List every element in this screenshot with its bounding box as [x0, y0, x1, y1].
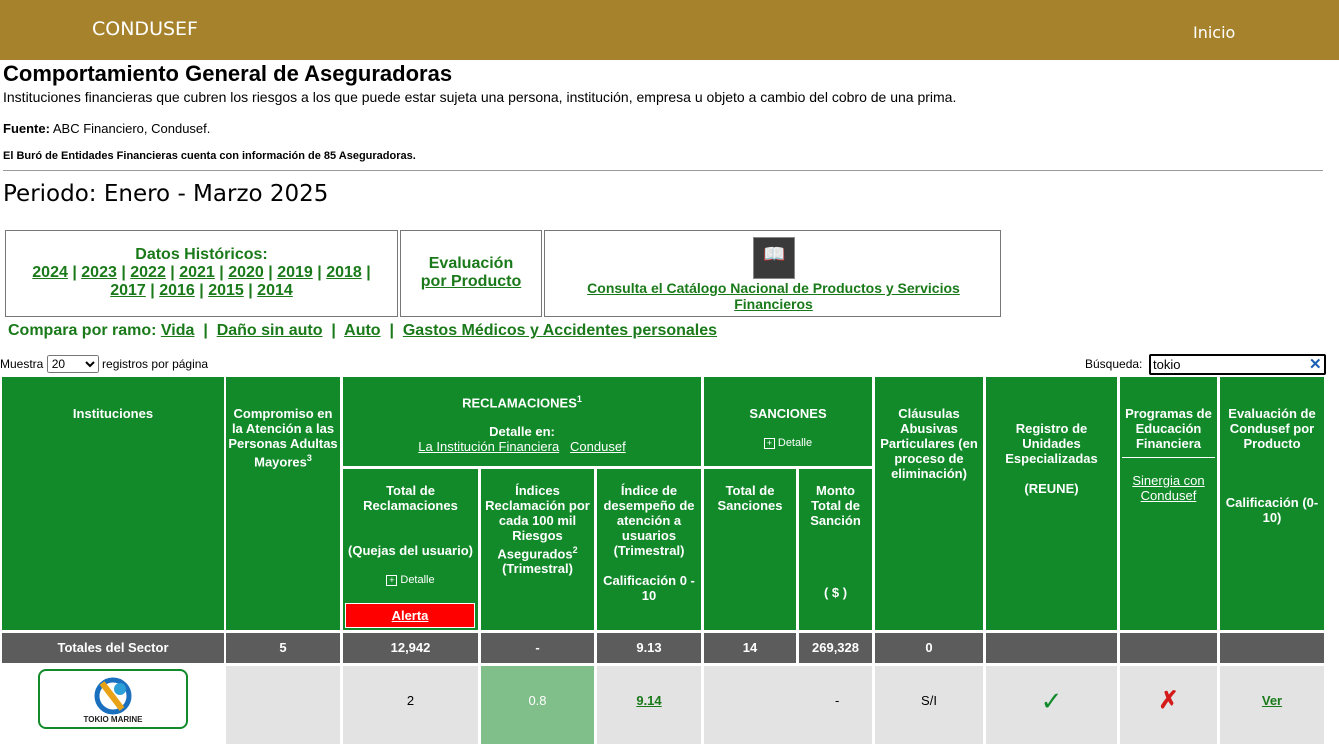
th-reune: (REUNE) [1024, 481, 1079, 496]
check-icon: ✓ [986, 666, 1117, 744]
link-condusef[interactable]: Condusef [570, 439, 626, 455]
th-calif-010: Calificación 0 - 10 [603, 573, 695, 603]
tokio-marine-logo[interactable] [38, 669, 188, 729]
th-evaluacion [1220, 377, 1324, 630]
totales-monto: 269,328 [799, 633, 872, 663]
th-instituciones: Instituciones [2, 377, 224, 630]
periodo-title: Periodo: Enero - Marzo 2025 [3, 181, 329, 207]
tokio-marine-emblem-icon [40, 671, 186, 715]
logo-text: TOKIO MARINE [83, 715, 143, 724]
th-desempeno [597, 469, 701, 630]
th-indices-trimestral: (Trimestral) [502, 561, 573, 577]
page-subtitle: Instituciones financieras que cubren los riesgos a los que puede estar sujeta una persona, institución, empresa u objeto a cambio del cobro de una prima. [3, 89, 957, 105]
totales-indices: - [481, 633, 594, 663]
evaluacion-box [400, 230, 542, 317]
th-programas-text: Programas de Educación Financiera [1125, 406, 1212, 451]
th-evaluacion-text: Evaluación de Condusef por Producto [1228, 406, 1316, 451]
page-size-control [0, 355, 208, 373]
clear-search-icon[interactable]: ✕ [1309, 356, 1322, 373]
fuente-line [3, 121, 210, 136]
th-compromiso [226, 377, 340, 630]
compara-ramo: Compara por ramo: Vida | Daño sin auto | Auto | Gastos Médicos y Accidentes personales [8, 322, 718, 339]
th-indices [481, 469, 594, 630]
registros-label: registros por página [102, 357, 209, 371]
year-link[interactable]: 2019 [277, 264, 313, 281]
th-reclamaciones-title: RECLAMACIONES [462, 395, 577, 411]
th-calificacion: Calificación (0-10) [1225, 495, 1319, 525]
historicos-label: Datos Históricos: [135, 246, 268, 263]
fuente-value: ABC Financiero, Condusef. [49, 121, 211, 136]
brand-logo[interactable]: CONDUSEF [92, 18, 198, 40]
top-bar [0, 0, 1339, 60]
year-link[interactable]: 2023 [81, 264, 117, 281]
catalogo-link[interactable]: Consulta el Catálogo Nacional de Productos y Servicios Financieros [587, 280, 960, 312]
totales-programas [1120, 633, 1217, 663]
th-pesos: ( $ ) [823, 585, 848, 600]
th-quejas: (Quejas del usuario) [348, 543, 473, 558]
buro-text: El Buró de Entidades Financieras cuenta con información de 85 Aseguradoras. [3, 150, 416, 162]
detalle-label: Detalle [400, 574, 435, 586]
row-sanciones-monto [704, 666, 872, 744]
th-monto-text: Monto Total de Sanción [810, 483, 861, 528]
reclamaciones-detalle-toggle[interactable] [343, 573, 478, 588]
totales-label: Totales del Sector [2, 633, 224, 663]
th-indices-sup: 2 [572, 545, 578, 555]
totales-registro [986, 633, 1117, 663]
detalle-label: Detalle [777, 437, 813, 449]
th-reclamaciones [343, 377, 701, 466]
evaluacion-link[interactable]: por Producto [420, 273, 522, 290]
year-link[interactable]: 2016 [159, 282, 195, 299]
link-sinergia[interactable]: Sinergia con Condusef [1132, 473, 1205, 503]
th-indices-text: Índices Reclamación por cada 100 mil Riesgos Asegurados [485, 483, 590, 562]
totales-reclamaciones: 12,942 [343, 633, 478, 663]
page-title: Comportamiento General de Aseguradoras [3, 61, 453, 86]
cross-icon: ✗ [1120, 666, 1217, 744]
th-total-sanciones: Total de Sanciones [704, 469, 796, 630]
catalogo-book-icon[interactable]: 📖 [753, 237, 795, 279]
year-link[interactable]: 2022 [130, 264, 166, 281]
muestra-label: Muestra [0, 357, 44, 371]
totales-compromiso: 5 [226, 633, 340, 663]
year-link[interactable]: 2017 [110, 282, 146, 299]
historicos-box: Datos Históricos: 2024 | 2023 | 2022 | 2021 | 2020 | 2019 | 2018 | 2017 | 2016 | 2015 | 2014 [5, 230, 398, 317]
alerta-link[interactable]: Alerta [391, 608, 429, 623]
divider [3, 170, 1323, 171]
catalogo-box [544, 230, 1001, 317]
alerta-button[interactable] [345, 603, 475, 628]
desempeno-link[interactable]: 9.14 [636, 693, 662, 708]
th-sanciones-title: SANCIONES [749, 406, 827, 421]
th-desempeno-text: Índice de desempeño de atención a usuarios [603, 483, 695, 543]
compara-label: Compara por ramo: [8, 322, 157, 339]
th-clausulas: Cláusulas Abusivas Particulares (en proceso de eliminación) [875, 377, 983, 630]
sanciones-detalle-toggle[interactable] [704, 436, 872, 451]
year-link[interactable]: 2021 [179, 264, 215, 281]
row-clausulas: S/I [875, 666, 983, 744]
evaluacion-line1: Evaluación [428, 255, 514, 272]
th-desempeno-trimestral: (Trimestral) [613, 543, 685, 558]
th-registro-text: Registro de Unidades Especializadas [1005, 421, 1098, 466]
th-monto [799, 469, 872, 630]
th-compromiso-sup: 3 [306, 453, 312, 463]
th-sanciones [704, 377, 872, 466]
ver-link[interactable]: Ver [1261, 693, 1283, 708]
th-programas [1120, 377, 1217, 630]
search-input[interactable] [1149, 354, 1326, 375]
year-link[interactable]: 2018 [326, 264, 362, 281]
row-evaluacion [1220, 666, 1324, 744]
ramo-link-vida[interactable]: Vida [160, 322, 195, 339]
year-link[interactable]: 2014 [257, 282, 293, 299]
year-link[interactable]: 2024 [32, 264, 68, 281]
page-size-select[interactable] [47, 355, 99, 373]
row-indices: 0.8 [481, 666, 594, 744]
plus-icon: + [386, 575, 397, 586]
th-reclamaciones-sup: 1 [576, 394, 582, 404]
totales-clausulas: 0 [875, 633, 983, 663]
th-registro [986, 377, 1117, 630]
th-compromiso-text: Compromiso en la Atención a las Personas Adultas Mayores [228, 406, 338, 470]
link-institucion-financiera[interactable]: La Institución Financiera [418, 439, 560, 455]
ramo-link-auto[interactable]: Auto [344, 322, 381, 339]
totales-evaluacion [1220, 633, 1324, 663]
row-total-reclamaciones: 2 [343, 666, 478, 744]
row-monto: - [835, 693, 840, 708]
ramo-link-dano[interactable]: Daño sin auto [216, 322, 323, 339]
th-total-recl-text: Total de Reclamaciones [363, 483, 458, 513]
year-link[interactable]: 2015 [208, 282, 244, 299]
fuente-label: Fuente: [3, 121, 50, 136]
totales-desempeno: 9.13 [597, 633, 701, 663]
year-link[interactable]: 2020 [228, 264, 264, 281]
nav-inicio[interactable]: Inicio [1193, 23, 1236, 42]
row-compromiso [226, 666, 340, 744]
totales-sanciones: 14 [704, 633, 796, 663]
th-detalle-en: Detalle en: [489, 424, 555, 440]
ramo-link-gastos[interactable]: Gastos Médicos y Accidentes personales [402, 322, 718, 339]
plus-icon: + [764, 438, 775, 449]
row-desempeno [597, 666, 701, 744]
search-label: Búsqueda: [1085, 357, 1143, 371]
